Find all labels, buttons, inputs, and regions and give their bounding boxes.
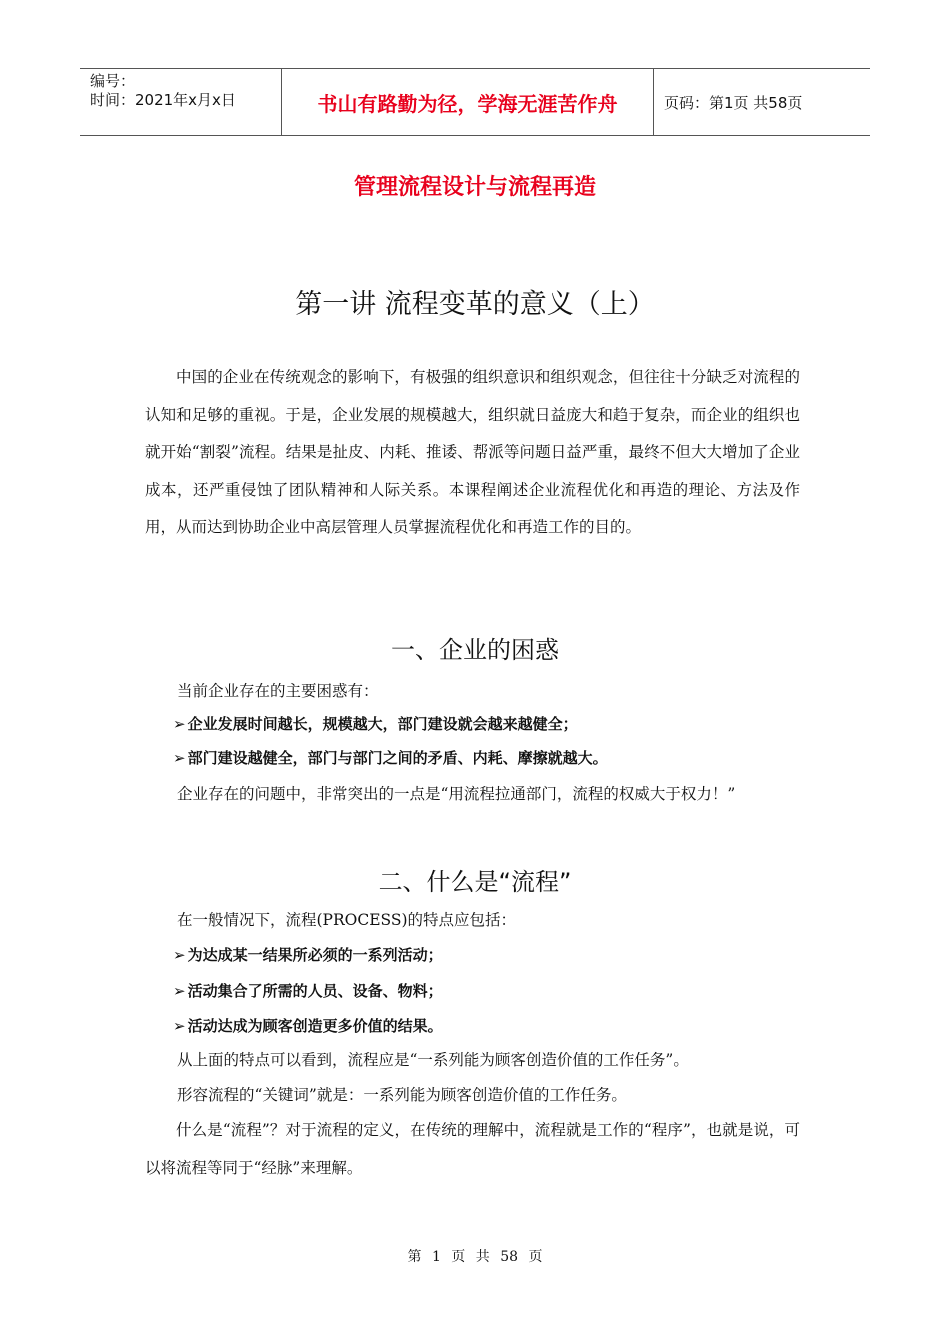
- intro-block: [145, 359, 800, 547]
- bullet-arrow-icon: ➢: [173, 749, 186, 767]
- bullet-arrow-icon: ➢: [173, 1017, 186, 1035]
- section1-bullet-2: [145, 747, 833, 769]
- section2-para-block: [145, 1112, 800, 1187]
- bullet-arrow-icon: ➢: [173, 946, 186, 964]
- date-label: 时间：2021年x月x日: [90, 91, 236, 109]
- section2-title: 二、什么是“流程”: [378, 868, 572, 896]
- document-title: 管理流程设计与流程再造: [353, 175, 596, 200]
- section2-line-1: 从上面的特点可以看到，流程应是“一系列能为顾客创造价值的工作任务”。: [177, 1051, 689, 1069]
- section1-lead: 当前企业存在的主要困惑有：: [177, 682, 379, 700]
- header-meta: [80, 69, 282, 135]
- bullet-arrow-icon: ➢: [173, 982, 186, 1000]
- section1-closing: 企业存在的问题中，非常突出的一点是“用流程拉通部门，流程的权威大于权力！”: [177, 785, 736, 803]
- lecture-title: 第一讲 流程变革的意义（上）: [295, 289, 655, 320]
- section2-bullet-1: [145, 944, 833, 966]
- page-footer: 第 1 页 共 58 页: [407, 1249, 543, 1265]
- section2-lead: 在一般情况下，流程(PROCESS)的特点应包括：: [177, 911, 517, 929]
- section2-paragraph: 什么是“流程”？对于流程的定义，在传统的理解中，流程就是工作的“程序”，也就是说，可以将流程等同于“经脉”来理解。: [145, 1121, 800, 1177]
- section2-bullet-2: [145, 980, 833, 1002]
- bullet-text: 企业发展时间越长，规模越大，部门建设就会越来越健全；: [187, 715, 578, 733]
- header-page-info: 页码：第1页 共58页: [664, 93, 803, 112]
- bullet-text: 为达成某一结果所必须的一系列活动；: [187, 946, 443, 964]
- bullet-text: 活动达成为顾客创造更多价值的结果。: [187, 1017, 443, 1035]
- section1-title: 一、企业的困惑: [391, 636, 559, 664]
- bullet-text: 部门建设越健全，部门与部门之间的矛盾、内耗、摩擦就越大。: [187, 749, 608, 767]
- number-label: 编号：: [90, 72, 136, 90]
- bullet-text: 活动集合了所需的人员、设备、物料；: [187, 982, 443, 1000]
- section2-bullet-3: [145, 1015, 833, 1037]
- bullet-arrow-icon: ➢: [173, 715, 186, 733]
- section1-bullet-1: [145, 713, 833, 735]
- section2-line-2: 形容流程的“关键词”就是：一系列能为顾客创造价值的工作任务。: [177, 1086, 627, 1104]
- intro-paragraph: 中国的企业在传统观念的影响下，有极强的组织意识和组织观念，但往往十分缺乏对流程的认知和足够的重视。于是，企业发展的规模越大，组织就日益庞大和趋于复杂，而企业的组织也就开始“割裂”流程。结果是扯皮、内耗、推诿、帮派等问题日益严重，最终不但大大增加了企业成本，还严重侵蚀了团队精神和人际关系。本课程阐述企业流程优化和再造的理论、方法及作用，从而达到协助企业中高层管理人员掌握流程优化和再造工作的目的。: [145, 368, 800, 536]
- page-header: [80, 68, 870, 136]
- header-motto: 书山有路勤为径，学海无涯苦作舟: [282, 69, 654, 135]
